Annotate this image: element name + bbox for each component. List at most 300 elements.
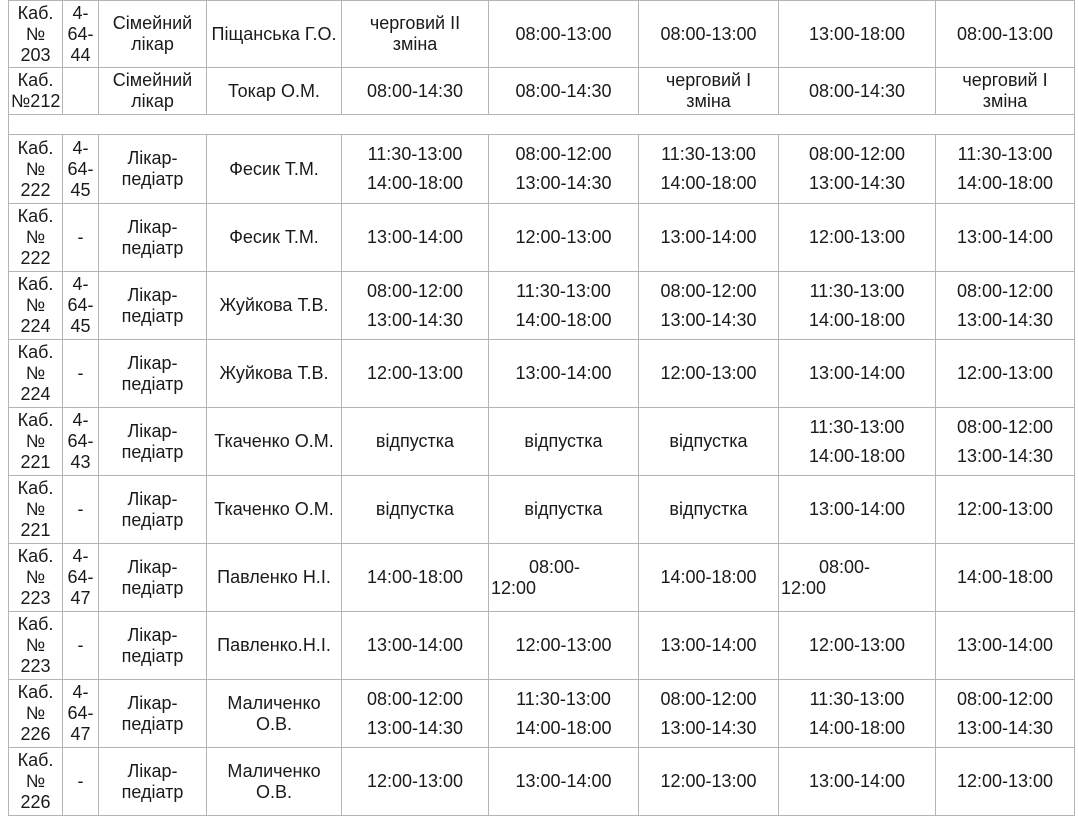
day-1-cell — [342, 408, 489, 476]
room-cell — [9, 340, 63, 408]
cell-text-line: 11:30-13:00 — [661, 144, 756, 164]
cell-text-line: 13:00-14:30 — [956, 445, 1054, 466]
schedule-table — [8, 0, 1075, 816]
cell-text-line: 08:00-12:00 — [956, 688, 1054, 709]
cell-text-line: 14:00-18:00 — [956, 173, 1054, 193]
day-1-cell — [342, 476, 489, 544]
cell-text-line: відпустка — [375, 431, 455, 451]
cell-text-line: 13:00-14:00 — [366, 635, 464, 655]
cell-text-line: 12:00-13:00 — [660, 771, 757, 791]
table-row — [9, 68, 1075, 115]
day-5-cell — [936, 340, 1075, 408]
table-row — [9, 544, 1075, 612]
cell-text-line: 13:00-14:00 — [366, 227, 464, 247]
cell-text-line: педіатр — [121, 713, 184, 734]
cell-text-line: 13:00-14:30 — [366, 717, 464, 738]
day-4-cell — [779, 680, 936, 748]
cell-text-line: № — [25, 363, 46, 383]
day-2-cell — [489, 408, 639, 476]
cell-text-line: 4- — [72, 2, 89, 23]
cell-text-line: 08:00-12:00 — [515, 144, 612, 164]
cell-text-line: зміна — [686, 91, 731, 111]
cell-text-line: 224 — [20, 384, 51, 404]
phone-cell — [63, 68, 99, 115]
cell-text-line: 13:00-14:00 — [956, 635, 1054, 655]
cell-text-line: 08:00-14:30 — [366, 80, 464, 101]
cell-text-line: 13:00-14:00 — [956, 227, 1054, 247]
day-2-cell — [489, 476, 639, 544]
day-1-cell — [342, 272, 489, 340]
room-cell — [9, 1, 63, 68]
cell-text-line: 45 — [70, 179, 91, 200]
cell-text-line: Лікар- — [127, 692, 178, 713]
cell-text-line: 08:00-12:00 — [366, 280, 464, 301]
cell-text-line: Каб. — [17, 274, 54, 294]
phone-cell — [63, 135, 99, 204]
cell-text-line: Каб. — [17, 478, 54, 498]
room-cell — [9, 68, 63, 115]
cell-text-line: - — [77, 771, 84, 791]
cell-text-line: 226 — [20, 724, 51, 744]
doctor-cell — [207, 476, 342, 544]
cell-text-line: № — [25, 158, 46, 179]
cell-text-line: 08:00-12:00 — [808, 144, 906, 164]
cell-text-line: Маличенко — [227, 760, 321, 781]
doctor-cell — [207, 1, 342, 68]
cell-text-line: педіатр — [121, 577, 184, 598]
cell-text-line: 64- — [67, 158, 94, 179]
cell-text-line: 4- — [72, 682, 89, 702]
slot-gap — [344, 710, 486, 718]
cell-text-line: 14:00-18:00 — [366, 173, 464, 193]
phone-cell — [63, 204, 99, 272]
cell-text-line: Каб. — [17, 2, 54, 23]
cell-text-line: № — [25, 227, 46, 247]
cell-text-line: 12:00-13:00 — [808, 635, 906, 655]
cell-text-line: Ткаченко О.М. — [214, 431, 334, 451]
slot-gap — [344, 302, 486, 310]
doctor-cell — [207, 748, 342, 816]
day-2-cell — [489, 204, 639, 272]
cell-text-line: відпустка — [524, 499, 603, 519]
table-row — [9, 272, 1075, 340]
role-cell — [99, 1, 207, 68]
cell-text-line: відпустка — [375, 499, 455, 519]
cell-text-line: 223 — [20, 588, 51, 608]
room-cell — [9, 476, 63, 544]
phone-cell — [63, 544, 99, 612]
day-3-cell — [639, 135, 779, 204]
cell-text-line: № — [25, 771, 46, 791]
cell-text-line: відпустка — [524, 431, 603, 451]
cell-text-line: № — [25, 23, 46, 44]
day-2-cell — [489, 135, 639, 204]
role-cell — [99, 748, 207, 816]
cell-text-line: Лікар- — [127, 148, 178, 168]
cell-text-line: 08:00-13:00 — [515, 23, 612, 44]
slot-gap — [781, 302, 933, 310]
cell-text-line: 14:00-18:00 — [366, 567, 464, 587]
cell-text-line: № — [25, 567, 46, 587]
cell-text-line: 13:00-14:30 — [808, 173, 906, 193]
cell-text-line: 43 — [70, 452, 91, 472]
schedule-body — [9, 1, 1075, 816]
day-1-cell — [342, 204, 489, 272]
cell-text-line: 08:00-12:00 — [660, 280, 757, 301]
day-4-cell — [779, 612, 936, 680]
cell-text-line: Маличенко — [227, 692, 321, 713]
cell-text-line: Каб. — [17, 750, 54, 770]
cell-text-line: - — [77, 227, 84, 247]
phone-cell — [63, 340, 99, 408]
day-5-cell — [936, 612, 1075, 680]
day-4-cell — [779, 340, 936, 408]
day-2-cell — [489, 612, 639, 680]
cell-text-line: 64- — [67, 23, 94, 44]
cell-text-line: 13:00-14:00 — [515, 771, 612, 791]
cell-text-line: педіатр — [121, 509, 184, 530]
cell-text-line: 12:00 — [781, 577, 827, 598]
section-spacer-row — [9, 115, 1075, 135]
cell-text-line: Фесик Т.М. — [229, 227, 319, 247]
phone-cell — [63, 272, 99, 340]
cell-text-line: 4- — [72, 137, 89, 158]
cell-text-line: Фесик Т.М. — [229, 158, 319, 179]
cell-text-line: Каб. — [17, 546, 54, 566]
table-row — [9, 476, 1075, 544]
cell-text-line: 222 — [20, 179, 51, 200]
day-3-cell — [639, 544, 779, 612]
cell-text-line: 08:00-12:00 — [956, 280, 1054, 301]
day-4-cell — [779, 476, 936, 544]
cell-text-line: лікар — [131, 34, 174, 54]
cell-text-line: 64- — [67, 295, 94, 315]
phone-cell — [63, 1, 99, 68]
day-4-cell — [779, 68, 936, 115]
day-2-cell — [489, 272, 639, 340]
role-cell — [99, 68, 207, 115]
cell-text-line: 12:00-13:00 — [956, 771, 1054, 791]
cell-text-line: Каб. — [17, 682, 54, 702]
cell-text-line: 08:00- — [819, 556, 871, 577]
day-3-cell — [639, 340, 779, 408]
doctor-cell — [207, 544, 342, 612]
cell-text-line: № — [25, 431, 46, 451]
cell-text-line: педіатр — [121, 441, 184, 462]
doctor-cell — [207, 135, 342, 204]
cell-text-line: лікар — [131, 91, 174, 111]
cell-text-line: Каб. — [17, 70, 54, 90]
cell-text-line: Каб. — [17, 614, 54, 634]
cell-text-line: 12:00-13:00 — [366, 771, 464, 791]
cell-text-line: 08:00-12:00 — [366, 688, 464, 709]
cell-text-line: 47 — [70, 588, 91, 608]
cell-text-line: 13:00-14:00 — [660, 227, 757, 247]
cell-text-line: 11:30-13:00 — [809, 280, 905, 301]
cell-text-line: відпустка — [669, 499, 748, 519]
room-cell — [9, 544, 63, 612]
cell-text-line: - — [77, 499, 84, 519]
cell-text-line: 224 — [20, 316, 51, 336]
cell-text-line: - — [77, 635, 84, 655]
cell-text-line: Лікар- — [127, 352, 178, 373]
role-cell — [99, 476, 207, 544]
table-row — [9, 680, 1075, 748]
spacer-cell — [9, 115, 1075, 135]
role-cell — [99, 408, 207, 476]
cell-text-line: 14:00-18:00 — [808, 717, 906, 738]
cell-text-line: № — [25, 703, 46, 723]
cell-text-line: Павленко Н.І. — [217, 567, 331, 587]
cell-text-line: № — [25, 635, 46, 655]
cell-text-line: черговий І — [665, 70, 752, 90]
cell-text-line: 64- — [67, 431, 94, 451]
cell-text-line: відпустка — [669, 431, 748, 451]
cell-text-line: 221 — [20, 520, 51, 540]
cell-text-line: 14:00-18:00 — [956, 567, 1054, 587]
cell-text-line: Каб. — [17, 410, 54, 430]
table-row — [9, 612, 1075, 680]
cell-text-line: Лікар- — [127, 760, 178, 781]
table-row — [9, 748, 1075, 816]
day-5-cell — [936, 476, 1075, 544]
day-3-cell — [639, 612, 779, 680]
slot-gap — [641, 165, 776, 173]
cell-text-line: педіатр — [121, 169, 184, 189]
slot-gap — [641, 710, 776, 718]
phone-cell — [63, 748, 99, 816]
day-5-cell — [936, 204, 1075, 272]
cell-text-line: 13:00-14:30 — [515, 173, 612, 193]
cell-text-line: 11:30-13:00 — [516, 280, 611, 301]
slot-gap — [938, 302, 1072, 310]
phone-cell — [63, 408, 99, 476]
phone-cell — [63, 680, 99, 748]
cell-text-line: 13:00-14:30 — [660, 309, 757, 330]
day-5-cell — [936, 748, 1075, 816]
day-3-cell — [639, 204, 779, 272]
day-1-cell — [342, 135, 489, 204]
cell-text-line: 64- — [67, 567, 94, 587]
cell-text-line: педіатр — [121, 373, 184, 394]
slot-gap — [781, 710, 933, 718]
day-5-cell — [936, 135, 1075, 204]
cell-text-line: 11:30-13:00 — [809, 688, 905, 709]
doctor-cell — [207, 680, 342, 748]
slot-gap — [938, 438, 1072, 446]
day-1-cell — [342, 1, 489, 68]
day-1-cell — [342, 68, 489, 115]
day-2-cell — [489, 748, 639, 816]
cell-text-line: № — [25, 295, 46, 315]
phone-cell — [63, 612, 99, 680]
doctor-cell — [207, 272, 342, 340]
cell-text-line: Сімейний — [112, 13, 193, 33]
cell-text-line: черговий ІІ — [369, 13, 461, 33]
cell-text-line: 08:00- — [529, 556, 581, 577]
cell-text-line: 12:00-13:00 — [956, 499, 1054, 519]
cell-text-line: 11:30-13:00 — [516, 688, 611, 709]
slot-gap — [781, 165, 933, 173]
cell-text-line: 14:00-18:00 — [660, 567, 757, 587]
cell-text-line: Жуйкова Т.В. — [219, 295, 329, 315]
cell-text-line: 14:00-18:00 — [808, 445, 906, 466]
cell-text-line: 13:00-14:00 — [660, 635, 757, 655]
doctor-cell — [207, 204, 342, 272]
cell-text-line: 11:30-13:00 — [957, 144, 1053, 164]
slot-gap — [641, 302, 776, 310]
cell-text-line: 14:00-18:00 — [660, 173, 757, 193]
cell-text-line: Сімейний — [112, 70, 193, 90]
day-4-cell — [779, 408, 936, 476]
slot-gap — [491, 710, 636, 718]
cell-text-line: Каб. — [17, 137, 54, 158]
cell-text-line: Жуйкова Т.В. — [219, 363, 329, 383]
room-cell — [9, 135, 63, 204]
cell-text-line: Ткаченко О.М. — [214, 499, 334, 519]
cell-text-line: 12:00-13:00 — [366, 363, 464, 383]
cell-text-line: 12:00-13:00 — [515, 227, 612, 247]
cell-text-line: 221 — [20, 452, 51, 472]
day-5-cell — [936, 544, 1075, 612]
cell-text-line: Лікар- — [127, 216, 178, 237]
day-5-cell — [936, 68, 1075, 115]
cell-text-line: Каб. — [17, 342, 54, 362]
day-1-cell — [342, 340, 489, 408]
cell-text-line: 13:00-14:00 — [808, 499, 906, 519]
cell-text-line: педіатр — [121, 237, 184, 258]
cell-text-line: педіатр — [121, 781, 184, 802]
role-cell — [99, 272, 207, 340]
cell-text-line: 222 — [20, 248, 51, 268]
day-4-cell — [779, 1, 936, 68]
role-cell — [99, 204, 207, 272]
cell-text-line: 13:00-14:00 — [808, 363, 906, 383]
day-3-cell — [639, 272, 779, 340]
cell-text-line: 47 — [70, 724, 91, 744]
cell-text-line: 08:00-13:00 — [956, 23, 1054, 44]
cell-text-line: 14:00-18:00 — [808, 309, 906, 330]
cell-text-line: 4- — [72, 546, 89, 566]
table-row — [9, 340, 1075, 408]
cell-text-line: Лікар- — [127, 284, 178, 305]
cell-text-line: 12:00-13:00 — [515, 635, 612, 655]
cell-text-line: зміна — [392, 34, 438, 54]
cell-text-line: 13:00-14:30 — [660, 717, 757, 738]
slot-gap — [491, 165, 636, 173]
room-cell — [9, 612, 63, 680]
cell-text-line: педіатр — [121, 645, 184, 666]
cell-text-line: Піщанська Г.О. — [211, 23, 337, 44]
day-4-cell — [779, 204, 936, 272]
day-4-cell — [779, 272, 936, 340]
cell-text-line: 13:00-14:30 — [956, 309, 1054, 330]
day-3-cell — [639, 748, 779, 816]
day-1-cell — [342, 748, 489, 816]
cell-text-line: - — [77, 363, 84, 383]
day-3-cell — [639, 408, 779, 476]
day-1-cell — [342, 612, 489, 680]
slot-gap — [781, 438, 933, 446]
day-5-cell — [936, 680, 1075, 748]
day-3-cell — [639, 1, 779, 68]
cell-text-line: 64- — [67, 703, 94, 723]
cell-text-line: 13:00-14:30 — [956, 717, 1054, 738]
cell-text-line: 12:00-13:00 — [660, 363, 757, 383]
cell-text-line: Токар О.М. — [228, 80, 320, 101]
cell-text-line: 4- — [72, 410, 89, 430]
slot-gap — [344, 165, 486, 173]
cell-text-line: черговий І зміна — [962, 70, 1048, 111]
cell-text-line: 08:00-12:00 — [660, 688, 757, 709]
cell-text-line: 13:00-14:00 — [808, 771, 906, 791]
day-4-cell — [779, 748, 936, 816]
cell-text-line: Лікар- — [127, 420, 178, 441]
room-cell — [9, 204, 63, 272]
cell-text-line: 226 — [20, 792, 51, 812]
room-cell — [9, 748, 63, 816]
cell-text-line: 13:00-18:00 — [808, 23, 906, 44]
cell-text-line: О.В. — [255, 713, 292, 734]
cell-text-line: 12:00-13:00 — [956, 363, 1054, 383]
cell-text-line: 14:00-18:00 — [515, 309, 612, 330]
day-5-cell — [936, 1, 1075, 68]
day-5-cell — [936, 272, 1075, 340]
cell-text-line: 08:00-12:00 — [956, 416, 1054, 437]
day-2-cell — [489, 1, 639, 68]
cell-text-line: 223 — [20, 656, 51, 676]
cell-text-line: Лікар- — [127, 556, 178, 577]
room-cell — [9, 680, 63, 748]
day-4-cell — [779, 544, 936, 612]
day-3-cell — [639, 68, 779, 115]
day-3-cell — [639, 476, 779, 544]
role-cell — [99, 544, 207, 612]
cell-text-line: Каб. — [17, 206, 54, 226]
slot-gap — [491, 302, 636, 310]
day-1-cell — [342, 544, 489, 612]
cell-text-line: 08:00-14:30 — [515, 80, 612, 101]
cell-text-line: 12:00 — [491, 577, 537, 598]
cell-text-line: 11:30-13:00 — [367, 144, 463, 164]
day-5-cell — [936, 408, 1075, 476]
cell-text-line: 203 — [20, 44, 51, 65]
doctor-cell — [207, 340, 342, 408]
doctor-cell — [207, 68, 342, 115]
role-cell — [99, 612, 207, 680]
cell-text-line: 4- — [72, 274, 89, 294]
cell-text-line: №212 — [11, 91, 61, 111]
cell-text-line: 13:00-14:00 — [515, 363, 612, 383]
role-cell — [99, 340, 207, 408]
table-row — [9, 1, 1075, 68]
role-cell — [99, 135, 207, 204]
cell-text-line: О.В. — [255, 781, 292, 802]
cell-text-line: 08:00-14:30 — [808, 80, 906, 101]
table-row — [9, 204, 1075, 272]
cell-text-line: 14:00-18:00 — [515, 717, 612, 738]
cell-text-line: Лікар- — [127, 624, 178, 645]
doctor-cell — [207, 408, 342, 476]
cell-text-line: Лікар- — [127, 488, 178, 509]
cell-text-line: Павленко.Н.І. — [217, 635, 331, 655]
slot-gap — [938, 710, 1072, 718]
cell-text-line: 08:00-13:00 — [660, 23, 757, 44]
day-1-cell — [342, 680, 489, 748]
cell-text-line: 45 — [70, 316, 91, 336]
cell-text-line: № — [25, 499, 46, 519]
day-4-cell — [779, 135, 936, 204]
